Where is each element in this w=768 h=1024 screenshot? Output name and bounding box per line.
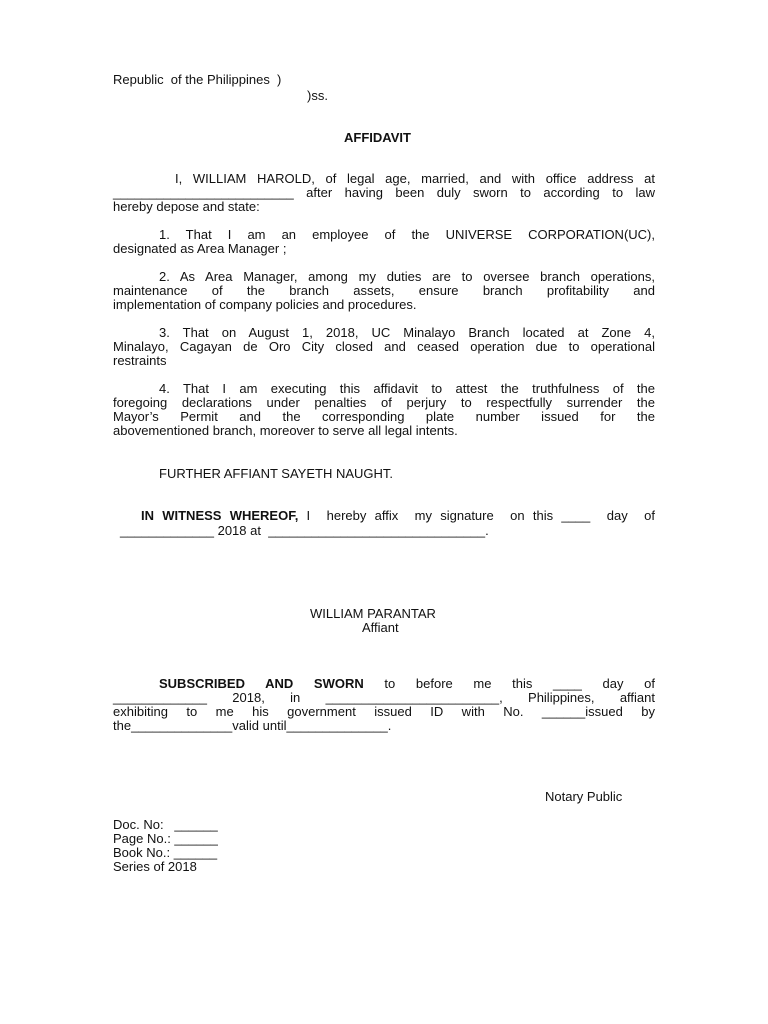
paragraph-2 [113, 270, 655, 312]
witness-line-1-text: I hereby affix my signature on this ____ day of [298, 508, 655, 523]
affiant-label: Affiant [362, 620, 399, 635]
paragraph-4-line-3: Mayor’s Permit and the corresponding plate number issued for the [113, 409, 655, 424]
doc-number: Doc. No: ______ [113, 817, 218, 832]
intro-line-2: _________________________ after having been duly sworn to according to law [113, 185, 655, 200]
intro-line-3: hereby depose and state: [113, 199, 260, 214]
jurat-line-1 [113, 677, 655, 691]
jurat-line-4: the______________valid until______________. [113, 718, 392, 733]
intro-line-1: I, WILLIAM HAROLD, of legal age, married, and with office address at [175, 171, 655, 186]
further-affiant-statement: FURTHER AFFIANT SAYETH NAUGHT. [159, 466, 394, 481]
paragraph-3 [113, 326, 655, 368]
paragraph-4-line-1: 4. That I am executing this affidavit to attest the truthfulness of the [159, 381, 655, 396]
paragraph-4 [113, 382, 655, 438]
venue-line-2: )ss. [307, 88, 328, 103]
venue-line-1: Republic of the Philippines ) [113, 72, 282, 87]
paragraph-2-line-3: implementation of company policies and procedures. [113, 297, 417, 312]
document-title: AFFIDAVIT [344, 130, 411, 145]
paragraph-3-line-3: restraints [113, 353, 167, 368]
paragraph-1-line-2: designated as Area Manager ; [113, 241, 287, 256]
paragraph-1-line-1: 1. That I am an employee of the UNIVERSE CORPORATION(UC), [159, 227, 655, 242]
witness-heading: IN WITNESS WHEREOF, [141, 508, 299, 523]
jurat-heading: SUBSCRIBED AND SWORN [159, 676, 364, 691]
book-number: Book No.: ______ [113, 845, 218, 860]
jurat-line-1-text: to before me this ____ day of [363, 676, 655, 691]
paragraph-3-line-1: 3. That on August 1, 2018, UC Minalayo Branch located at Zone 4, [159, 325, 655, 340]
jurat-line-3: exhibiting to me his government issued ID with No. ______issued by [113, 704, 655, 719]
paragraph-1 [113, 228, 655, 256]
paragraph-4-line-4: abovementioned branch, moreover to serve all legal intents. [113, 423, 458, 438]
paragraph-4-line-2: foregoing declarations under penalties of perjury to respectfully surrender the [113, 395, 655, 410]
witness-line-2: _____________ 2018 at ______________________________. [120, 523, 489, 538]
intro-paragraph [113, 172, 655, 214]
notary-public-label: Notary Public [545, 789, 623, 804]
jurat-line-2: _____________ 2018, in ________________________, Philippines, affiant [113, 690, 655, 705]
paragraph-3-line-2: Minalayo, Cagayan de Oro City closed and ceased operation due to operational [113, 339, 655, 354]
page-number: Page No.: ______ [113, 831, 218, 846]
paragraph-2-line-1: 2. As Area Manager, among my duties are to oversee branch operations, [159, 269, 655, 284]
series-year: Series of 2018 [113, 859, 197, 874]
affiant-name: WILLIAM PARANTAR [310, 606, 436, 621]
jurat-paragraph [113, 677, 655, 733]
paragraph-2-line-2: maintenance of the branch assets, ensure branch profitability and [113, 283, 655, 298]
witness-line-1 [141, 509, 655, 523]
